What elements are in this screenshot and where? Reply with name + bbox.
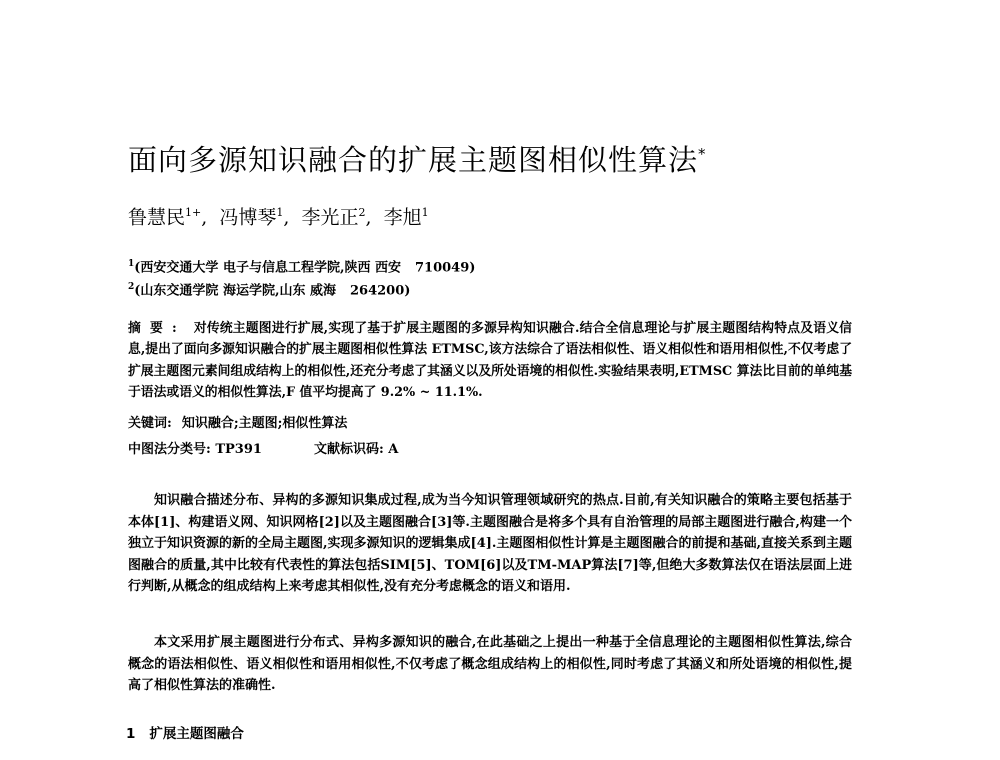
doc-code-label: 文献标识码: (313, 442, 384, 457)
author-name: 李光正 (301, 206, 359, 229)
affiliation-number: 1 (128, 259, 135, 269)
clc-value: TP391 (215, 442, 262, 457)
paper-title-text: 面向多源知识融合的扩展主题图相似性算法 (128, 143, 699, 177)
abstract-text: 对传统主题图进行扩展,实现了基于扩展主题图的多源异构知识融合.结合全信息理论与扩展主题图结构特点及语义信息,提出了面向多源知识融合的扩展主题图相似性算法 ETMSC,该方法综合了语法相似性、语义相似性和语用相似性,不仅考虑了扩展主题图元素间组成结构上的相似性,还充分考虑了其涵义以及所处语境的相似性.实验结果表明,ETMSC 算法比目前的单纯基于语法或语义的相似性算法,F 值平均提高了 9.2% ~ 11.1%. (128, 321, 852, 400)
keywords-text: 知识融合;主题图;相似性算法 (181, 416, 348, 431)
abstract (128, 318, 852, 403)
body-paragraph: 本文采用扩展主题图进行分布式、异构多源知识的融合,在此基础之上提出一种基于全信息理论的主题图相似性算法,综合概念的语法相似性、语义相似性和语用相似性,不仅考虑了概念组成结构上的相似性,同时考虑了其涵义和所处语境的相似性,提高了相似性算法的准确性. (128, 635, 852, 694)
affiliation-postcode: 710049) (415, 260, 476, 276)
keywords-label: 关键词: (128, 416, 172, 431)
abstract-label: 摘要: (128, 321, 186, 336)
body-paragraph: 知识融合描述分布、异构的多源知识集成过程,成为当今知识管理领域研究的热点.目前,有关知识融合的策略主要包括基于本体[1]、构建语义网、知识网格[2]以及主题图融合[3]等.主题图融合是将多个具有自治管理的局部主题图进行融合,构建一个独立于知识资源的新的全局主题图,实现多源知识的逻辑集成[4].主题图相似性计算是主题图融合的前提和基础,直接关系到主题图融合的质量,其中比较有代表性的算法包括SIM[5]、TOM[6]以及TM-MAP算法[7]等,但绝大多数算法仅在语法层面上进行判断,从概念的组成结构上来考虑其相似性,没有充分考虑概念的语义和语用. (128, 493, 852, 595)
author-name: 冯博琴 (219, 206, 277, 229)
title-footnote-mark: * (698, 145, 707, 163)
affiliation-org: (山东交通学院 海运学院,山东 威海 (134, 283, 336, 299)
section-heading (126, 722, 244, 742)
paper-title (128, 140, 848, 180)
doc-code-value: A (388, 442, 399, 457)
affiliation-number: 2 (128, 282, 135, 292)
author-affiliation-mark: 1+ (185, 206, 202, 219)
author-name: 李旭 (383, 206, 422, 229)
author-list: 鲁慧民$^{1+}$, 冯博琴$^1$, 李光正$^2$, 李旭$^1$ (128, 206, 429, 229)
affiliation-1 (128, 254, 475, 278)
section-title: 扩展主题图融合 (149, 726, 244, 742)
affiliation-org: (西安交通大学 电子与信息工程学院,陕西 西安 (134, 260, 401, 276)
author-affiliation-mark: 2 (358, 206, 366, 219)
clc-label: 中图法分类号: (128, 442, 211, 457)
section-number: 1 (126, 726, 136, 742)
author-affiliation-mark: 1 (276, 206, 284, 219)
affiliation-postcode: 264200) (350, 283, 411, 299)
affiliation-2 (128, 277, 410, 301)
author-affiliation-mark: 1 (421, 206, 429, 219)
keywords (128, 414, 347, 434)
classification (128, 440, 398, 460)
author-name: 鲁慧民 (128, 206, 186, 229)
